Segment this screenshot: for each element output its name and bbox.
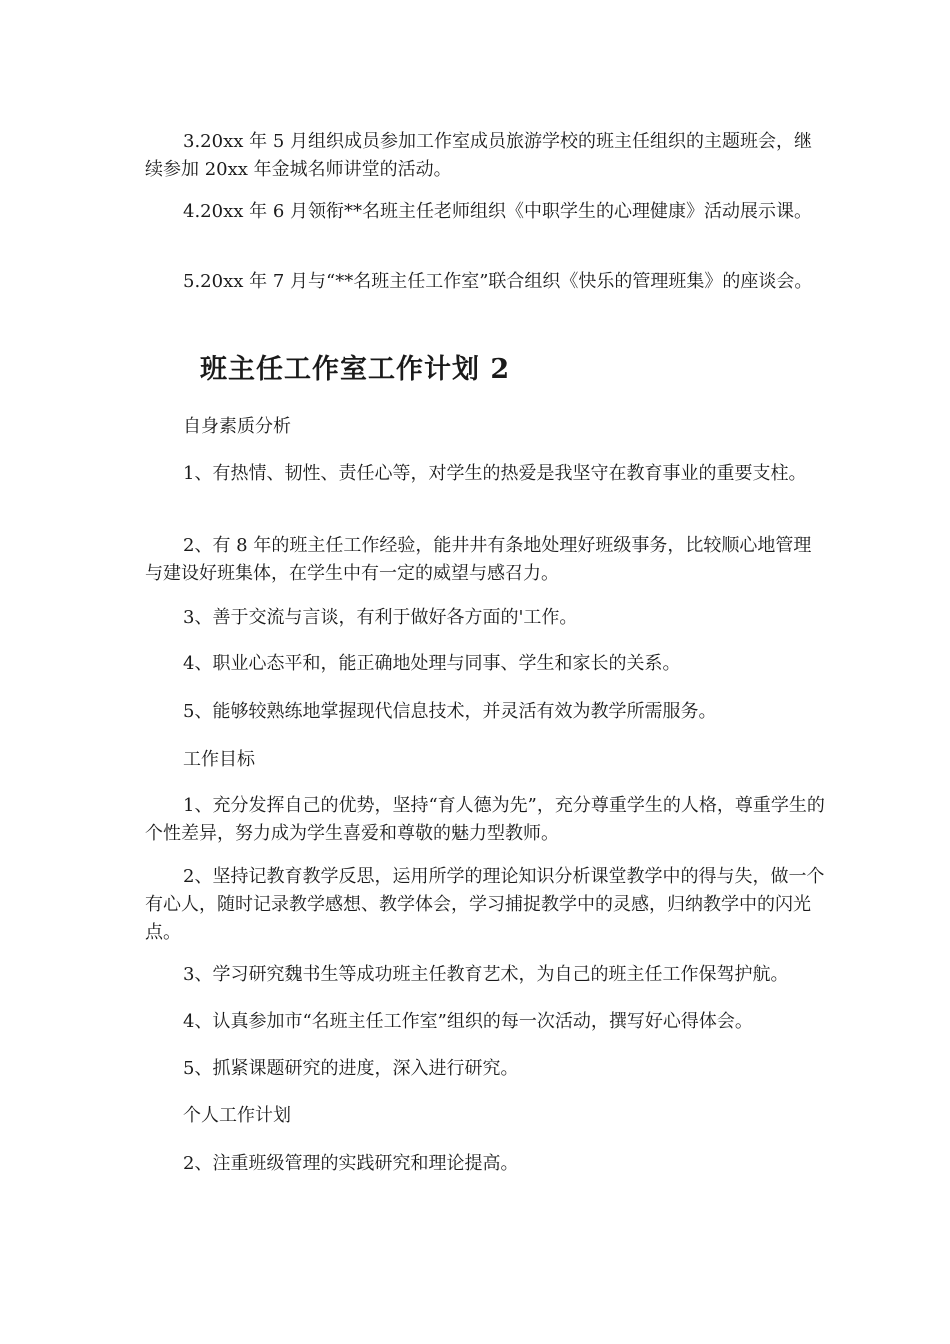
paragraph-item-5: 5.20xx 年 7 月与“**名班主任工作室”联合组织《快乐的管理班集》的座谈会。 (183, 271, 813, 292)
self-analysis-item-3: 3、善于交流与言谈，有利于做好各方面的'工作。 (183, 607, 578, 628)
personal-plan-item-2: 2、注重班级管理的实践研究和理论提高。 (183, 1153, 519, 1174)
paragraph-item-4: 4.20xx 年 6 月领衔**名班主任老师组织《中职学生的心理健康》活动展示课。 (183, 201, 812, 222)
section-heading-work-goals: 工作目标 (183, 749, 255, 770)
paragraph-item-3: 3.20xx 年 5 月组织成员参加工作室成员旅游学校的班主任组织的主题班会，继续参加 20xx 年金城名师讲堂的活动。 (145, 131, 812, 180)
self-analysis-item-1: 1、有热情、韧性、责任心等，对学生的热爱是我坚守在教育事业的重要支柱。 (183, 463, 807, 484)
work-goals-item-2: 2、坚持记教育教学反思，运用所学的理论知识分析课堂教学中的得与失，做一个有心人，随时记录教学感想、教学体会，学习捕捉教学中的灵感，归纳教学中的闪光点。 (145, 866, 825, 943)
section-heading-personal-plan: 个人工作计划 (183, 1105, 291, 1126)
self-analysis-item-4: 4、职业心态平和，能正确地处理与同事、学生和家长的关系。 (183, 653, 681, 674)
work-goals-item-5: 5、抓紧课题研究的进度，深入进行研究。 (183, 1058, 519, 1079)
self-analysis-item-2: 2、有 8 年的班主任工作经验，能井井有条地处理好班级事务，比较顺心地管理与建设好班集体，在学生中有一定的威望与感召力。 (145, 535, 812, 584)
self-analysis-item-5: 5、能够较熟练地掌握现代信息技术，并灵活有效为教学所需服务。 (183, 701, 717, 722)
work-goals-item-4: 4、认真参加市“名班主任工作室”组织的每一次活动，撰写好心得体会。 (183, 1011, 753, 1032)
section-heading-self-analysis: 自身素质分析 (183, 416, 291, 437)
document-title: 班主任工作室工作计划 2 (200, 354, 511, 385)
work-goals-item-1: 1、充分发挥自己的优势，坚持“育人德为先”，充分尊重学生的人格，尊重学生的个性差异，努力成为学生喜爱和尊敬的魅力型教师。 (145, 795, 825, 844)
work-goals-item-3: 3、学习研究魏书生等成功班主任教育艺术，为自己的班主任工作保驾护航。 (183, 964, 789, 985)
